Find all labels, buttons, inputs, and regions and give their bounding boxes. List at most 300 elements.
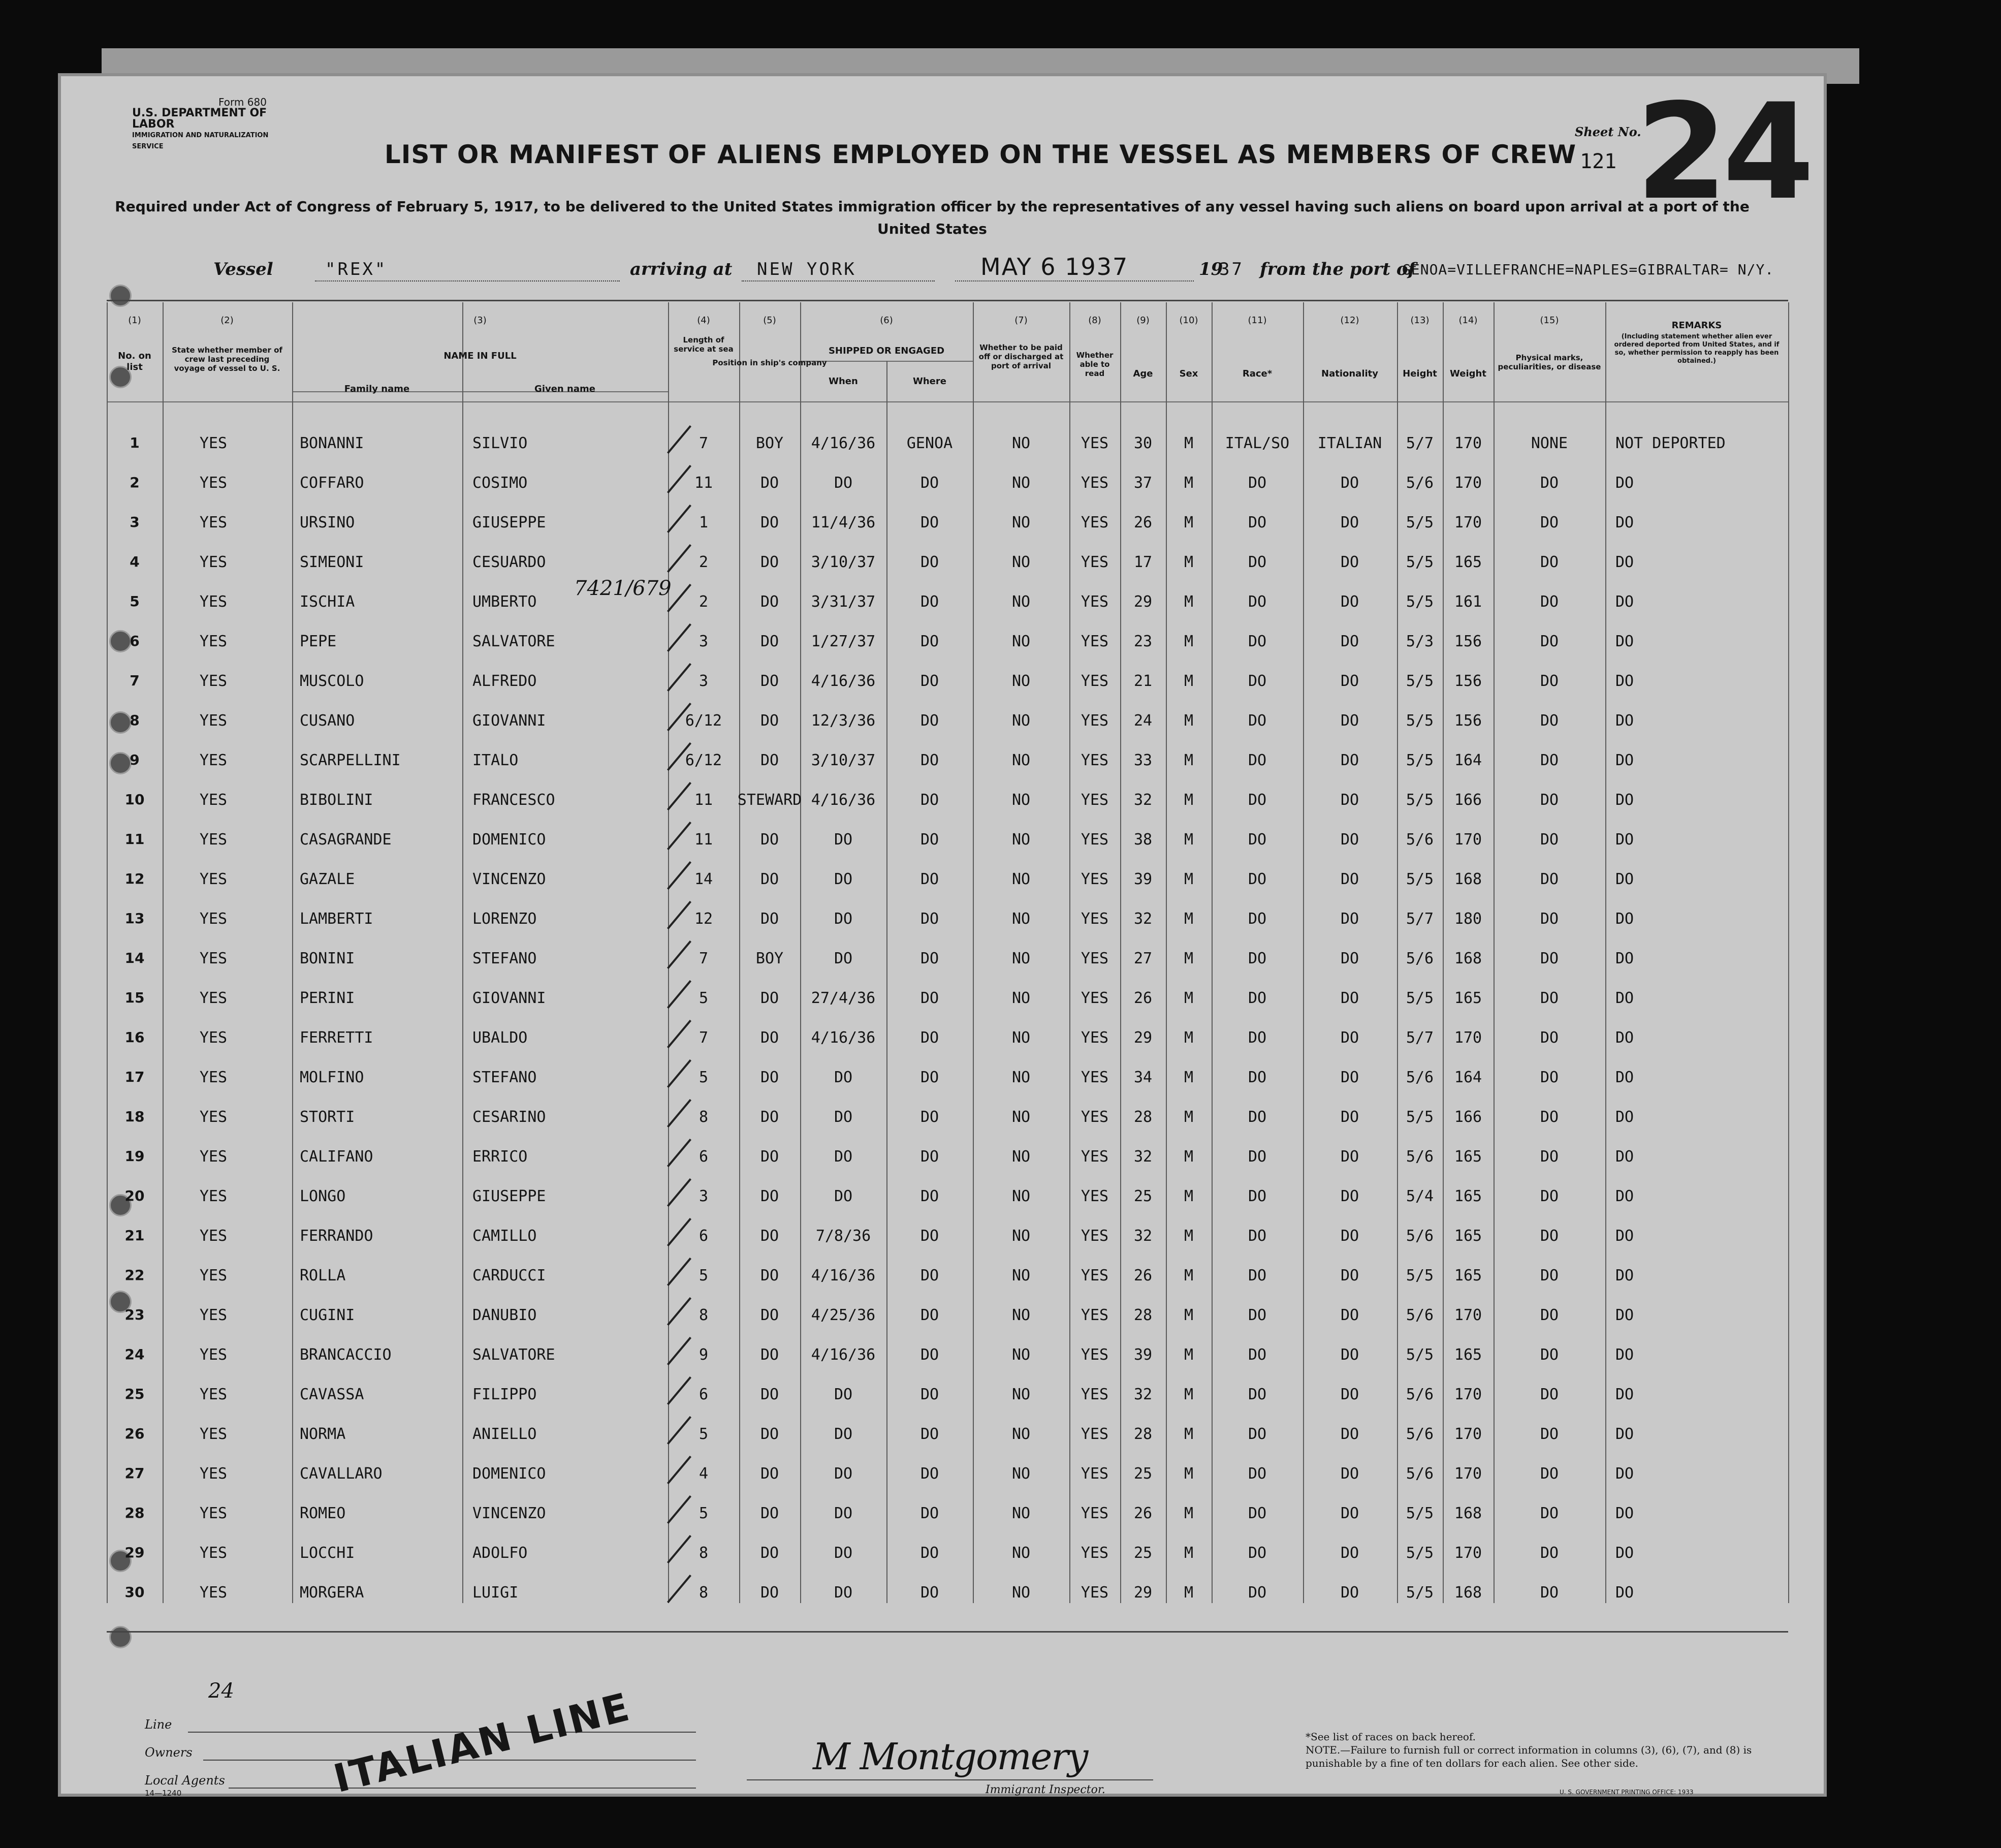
column-number: (4)	[697, 315, 710, 326]
cell-service: 5	[698, 1505, 709, 1522]
cell-read: YES	[1081, 1227, 1109, 1245]
cell-family: BONANNI	[300, 434, 364, 452]
cell-position: DO	[760, 1029, 779, 1047]
cell-remarks: DO	[1615, 1465, 1634, 1483]
cell-position: BOY	[755, 950, 784, 967]
cell-age: 39	[1133, 1346, 1153, 1364]
column-divider	[1397, 302, 1398, 1603]
column-divider	[739, 302, 740, 1603]
header-given-name: Given name	[534, 384, 595, 394]
cell-service: 5	[698, 989, 709, 1007]
cell-sex: M	[1184, 870, 1194, 888]
cell-race: DO	[1248, 1148, 1267, 1166]
cell-marks: DO	[1540, 712, 1559, 730]
header-sex: Sex	[1179, 368, 1198, 379]
header-age: Age	[1133, 368, 1153, 379]
cell-read: YES	[1081, 1108, 1109, 1126]
cell-no: 7	[130, 672, 140, 689]
cell-when: 7/8/36	[815, 1227, 871, 1245]
check-mark	[667, 1139, 691, 1167]
cell-nationality: DO	[1340, 514, 1359, 531]
cell-given: CESUARDO	[472, 553, 546, 571]
cell-paid: NO	[1011, 1425, 1031, 1443]
cell-given: SILVIO	[472, 434, 528, 452]
cell-when: 4/16/36	[811, 1267, 876, 1285]
cell-no: 8	[130, 712, 140, 729]
cell-family: CALIFANO	[300, 1148, 373, 1166]
cell-nationality: DO	[1340, 474, 1359, 492]
header-nationality: Nationality	[1321, 368, 1378, 379]
handwritten-tally: 24	[208, 1679, 234, 1703]
cell-race: DO	[1248, 1029, 1267, 1047]
cell-age: 37	[1133, 474, 1153, 492]
owners-label: Owners	[145, 1745, 193, 1760]
cell-family: STORTI	[300, 1108, 355, 1126]
cell-given: COSIMO	[472, 474, 528, 492]
cell-remarks: DO	[1615, 712, 1634, 730]
cell-family: ROMEO	[300, 1505, 346, 1522]
cell-height: 5/6	[1406, 474, 1434, 492]
year-prefix: 19	[1199, 259, 1223, 279]
column-divider	[973, 302, 974, 1603]
from-ports: GENOA=VILLEFRANCHE=NAPLES=GIBRALTAR= N/Y.	[1402, 261, 1774, 278]
column-divider	[292, 302, 293, 1603]
cell-marks: DO	[1540, 989, 1559, 1007]
cell-when: DO	[834, 474, 853, 492]
cell-paid: NO	[1011, 1346, 1031, 1364]
cell-sex: M	[1184, 1227, 1194, 1245]
cell-read: YES	[1081, 791, 1109, 809]
cell-paid: NO	[1011, 474, 1031, 492]
cell-nationality: DO	[1340, 712, 1359, 730]
cell-read: YES	[1081, 1267, 1109, 1285]
cell-where: DO	[920, 831, 939, 849]
cell-nationality: DO	[1340, 1425, 1359, 1443]
cell-given: FRANCESCO	[472, 791, 555, 809]
cell-sex: M	[1184, 910, 1194, 928]
year-suffix: 37	[1219, 259, 1244, 279]
cell-given: ADOLFO	[472, 1544, 528, 1562]
cell-remarks: DO	[1615, 1425, 1634, 1443]
cell-paid: NO	[1011, 910, 1031, 928]
cell-height: 5/6	[1406, 1306, 1434, 1324]
cell-crew: YES	[199, 593, 228, 611]
cell-weight: 156	[1454, 672, 1482, 690]
date-underline	[955, 280, 1194, 281]
vessel-label: Vessel	[213, 259, 273, 279]
check-mark	[667, 663, 691, 692]
cell-race: DO	[1248, 1187, 1267, 1205]
cell-remarks: DO	[1615, 1584, 1634, 1602]
cell-family: LONGO	[300, 1187, 346, 1205]
cell-family: PEPE	[300, 633, 337, 650]
cell-remarks: DO	[1615, 593, 1634, 611]
cell-height: 5/6	[1406, 1148, 1434, 1166]
cell-age: 24	[1133, 712, 1153, 730]
cell-crew: YES	[199, 553, 228, 571]
cell-race: DO	[1248, 1108, 1267, 1126]
check-mark	[667, 1337, 691, 1365]
check-mark	[667, 980, 691, 1009]
cell-read: YES	[1081, 434, 1109, 452]
cell-no: 21	[124, 1227, 145, 1244]
cell-given: GIUSEPPE	[472, 514, 546, 531]
cell-where: DO	[920, 1227, 939, 1245]
cell-remarks: DO	[1615, 1108, 1634, 1126]
header-member-of-crew: State whether member of crew last preceding voyage of vessel to U. S.	[172, 346, 282, 373]
cell-age: 32	[1133, 1227, 1153, 1245]
cell-nationality: DO	[1340, 950, 1359, 967]
column-divider	[163, 302, 164, 1603]
cell-age: 26	[1133, 1267, 1153, 1285]
cell-height: 5/6	[1406, 1227, 1434, 1245]
header-remarks-note: (Including statement whether alien ever ordered deported from United States, and if so, whether permission to reapply has been obtained.)	[1614, 333, 1780, 365]
cell-paid: NO	[1011, 950, 1031, 967]
cell-height: 5/6	[1406, 1069, 1434, 1086]
cell-remarks: DO	[1615, 751, 1634, 769]
cell-position: DO	[760, 1306, 779, 1324]
cell-race: DO	[1248, 1505, 1267, 1522]
cell-marks: DO	[1540, 751, 1559, 769]
cell-nationality: DO	[1340, 1267, 1359, 1285]
cell-remarks: DO	[1615, 553, 1634, 571]
cell-given: UBALDO	[472, 1029, 528, 1047]
cell-nationality: DO	[1340, 1346, 1359, 1364]
cell-no: 10	[124, 791, 145, 808]
cell-nationality: DO	[1340, 672, 1359, 690]
check-mark	[667, 1099, 691, 1127]
column-divider	[668, 302, 669, 1603]
cell-family: NORMA	[300, 1425, 346, 1443]
cell-paid: NO	[1011, 434, 1031, 452]
cell-height: 5/5	[1406, 514, 1434, 531]
check-mark	[667, 1416, 691, 1445]
cell-height: 5/5	[1406, 1544, 1434, 1562]
check-mark	[667, 623, 691, 652]
cell-read: YES	[1081, 1148, 1109, 1166]
cell-race: DO	[1248, 910, 1267, 928]
vessel-name: "REX"	[325, 259, 388, 279]
cell-crew: YES	[199, 831, 228, 849]
cell-height: 5/5	[1406, 1584, 1434, 1602]
header-where: Where	[913, 376, 946, 387]
cell-where: DO	[920, 514, 939, 531]
cell-read: YES	[1081, 672, 1109, 690]
cell-race: DO	[1248, 831, 1267, 849]
cell-sex: M	[1184, 1267, 1194, 1285]
cell-service: 6/12	[685, 712, 722, 730]
cell-read: YES	[1081, 1187, 1109, 1205]
cell-no: 23	[124, 1306, 145, 1323]
cell-when: 3/31/37	[811, 593, 876, 611]
cell-race: ITAL/SO	[1225, 434, 1290, 452]
check-mark	[667, 1495, 691, 1524]
cell-family: CAVASSA	[300, 1386, 364, 1403]
cell-remarks: DO	[1615, 989, 1634, 1007]
cell-remarks: DO	[1615, 1227, 1634, 1245]
check-mark	[667, 465, 691, 493]
cell-sex: M	[1184, 474, 1194, 492]
vessel-underline	[315, 280, 620, 281]
cell-race: DO	[1248, 1346, 1267, 1364]
cell-crew: YES	[199, 712, 228, 730]
cell-crew: YES	[199, 672, 228, 690]
check-mark	[667, 544, 691, 573]
cell-height: 5/5	[1406, 791, 1434, 809]
cell-marks: DO	[1540, 1148, 1559, 1166]
cell-weight: 165	[1454, 1227, 1482, 1245]
header-length-of-service: Length of service at sea	[674, 335, 734, 354]
cell-sex: M	[1184, 751, 1194, 769]
cell-read: YES	[1081, 910, 1109, 928]
cell-height: 5/5	[1406, 1346, 1434, 1364]
check-mark	[667, 1059, 691, 1088]
cell-sex: M	[1184, 593, 1194, 611]
cell-sex: M	[1184, 1425, 1194, 1443]
cell-when: 12/3/36	[811, 712, 876, 730]
cell-sex: M	[1184, 633, 1194, 650]
column-number: (11)	[1248, 315, 1267, 326]
cell-height: 5/5	[1406, 989, 1434, 1007]
cell-sex: M	[1184, 1148, 1194, 1166]
cell-sex: M	[1184, 712, 1194, 730]
cell-when: DO	[834, 1584, 853, 1602]
cell-race: DO	[1248, 593, 1267, 611]
cell-marks: DO	[1540, 910, 1559, 928]
cell-service: 5	[698, 1267, 709, 1285]
cell-nationality: DO	[1340, 989, 1359, 1007]
cell-given: ITALO	[472, 751, 519, 769]
cell-given: DANUBIO	[472, 1306, 537, 1324]
cell-paid: NO	[1011, 1148, 1031, 1166]
column-number: (10)	[1179, 315, 1198, 326]
cell-remarks: DO	[1615, 514, 1634, 531]
cell-read: YES	[1081, 1544, 1109, 1562]
cell-no: 18	[124, 1108, 145, 1125]
cell-remarks: DO	[1615, 831, 1634, 849]
cell-age: 26	[1133, 514, 1153, 531]
cell-crew: YES	[199, 1148, 228, 1166]
cell-race: DO	[1248, 1386, 1267, 1403]
cell-where: DO	[920, 1584, 939, 1602]
cell-given: LORENZO	[472, 910, 537, 928]
cell-when: 4/16/36	[811, 434, 876, 452]
cell-no: 15	[124, 989, 145, 1006]
cell-paid: NO	[1011, 989, 1031, 1007]
header-when: When	[829, 376, 858, 387]
cell-marks: DO	[1540, 870, 1559, 888]
cell-paid: NO	[1011, 633, 1031, 650]
cell-sex: M	[1184, 1069, 1194, 1086]
header-name-in-full: NAME IN FULL	[443, 351, 517, 361]
cell-sex: M	[1184, 1584, 1194, 1602]
cell-given: SALVATORE	[472, 633, 555, 650]
cell-where: DO	[920, 1267, 939, 1285]
cell-marks: DO	[1540, 633, 1559, 650]
cell-age: 33	[1133, 751, 1153, 769]
cell-paid: NO	[1011, 1227, 1031, 1245]
arriving-label: arriving at	[630, 259, 733, 279]
check-mark	[667, 941, 691, 969]
column-divider	[1212, 302, 1213, 1603]
cell-crew: YES	[199, 1227, 228, 1245]
service-name: IMMIGRATION AND NATURALIZATION SERVICE	[132, 132, 269, 150]
cell-crew: YES	[199, 751, 228, 769]
column-divider	[1788, 302, 1789, 1603]
cell-weight: 170	[1454, 1386, 1482, 1403]
cell-remarks: DO	[1615, 1187, 1634, 1205]
cell-where: DO	[920, 1029, 939, 1047]
cell-read: YES	[1081, 950, 1109, 967]
cell-marks: DO	[1540, 791, 1559, 809]
cell-service: 2	[698, 593, 709, 611]
cell-marks: DO	[1540, 1306, 1559, 1324]
cell-where: DO	[920, 1425, 939, 1443]
cell-given: VINCENZO	[472, 1505, 546, 1522]
cell-service: 3	[698, 1187, 709, 1205]
cell-marks: DO	[1540, 1069, 1559, 1086]
cell-no: 12	[124, 870, 145, 887]
cell-marks: DO	[1540, 1346, 1559, 1364]
cell-family: PERINI	[300, 989, 355, 1007]
cell-no: 4	[130, 553, 140, 570]
cell-no: 13	[124, 910, 145, 927]
cell-service: 5	[698, 1069, 709, 1086]
cell-age: 39	[1133, 870, 1153, 888]
cell-age: 27	[1133, 950, 1153, 967]
cell-height: 5/5	[1406, 870, 1434, 888]
cell-nationality: DO	[1340, 1148, 1359, 1166]
cell-family: SCARPELLINI	[300, 751, 401, 769]
cell-age: 32	[1133, 791, 1153, 809]
cell-weight: 170	[1454, 1306, 1482, 1324]
cell-service: 7	[698, 1029, 709, 1047]
cell-weight: 156	[1454, 712, 1482, 730]
cell-nationality: DO	[1340, 831, 1359, 849]
cell-remarks: DO	[1615, 633, 1634, 650]
penalty-note: NOTE.—Failure to furnish full or correct information in columns (3), (6), (7), and (8) is punishable by a fine of ten dollars for each alien. See other side.	[1306, 1744, 1752, 1769]
cell-crew: YES	[199, 1346, 228, 1364]
cell-family: FERRETTI	[300, 1029, 373, 1047]
cell-age: 25	[1133, 1465, 1153, 1483]
cell-given: STEFANO	[472, 1069, 537, 1086]
cell-given: ERRICO	[472, 1148, 528, 1166]
cell-read: YES	[1081, 514, 1109, 531]
cell-family: LOCCHI	[300, 1544, 355, 1562]
cell-no: 14	[124, 950, 145, 966]
cell-given: GIOVANNI	[472, 712, 546, 730]
cell-position: DO	[760, 1584, 779, 1602]
check-mark	[667, 1258, 691, 1286]
cell-weight: 165	[1454, 1267, 1482, 1285]
cell-age: 32	[1133, 910, 1153, 928]
cell-paid: NO	[1011, 791, 1031, 809]
cell-remarks: DO	[1615, 672, 1634, 690]
footnotes	[1306, 1730, 1763, 1770]
cell-crew: YES	[199, 791, 228, 809]
cell-race: DO	[1248, 474, 1267, 492]
cell-remarks: DO	[1615, 1267, 1634, 1285]
cell-remarks: DO	[1615, 950, 1634, 967]
cell-position: DO	[760, 1148, 779, 1166]
cell-family: CASAGRANDE	[300, 831, 392, 849]
cell-race: DO	[1248, 751, 1267, 769]
cell-family: FERRANDO	[300, 1227, 373, 1245]
cell-weight: 170	[1454, 474, 1482, 492]
check-mark	[667, 1218, 691, 1246]
cell-where: DO	[920, 1465, 939, 1483]
cell-given: ANIELLO	[472, 1425, 537, 1443]
cell-weight: 170	[1454, 831, 1482, 849]
cell-paid: NO	[1011, 593, 1031, 611]
column-divider	[886, 361, 887, 1603]
from-label: from the port of	[1260, 259, 1416, 279]
cell-given: ALFREDO	[472, 672, 537, 690]
header-weight: Weight	[1450, 368, 1486, 379]
cell-nationality: DO	[1340, 593, 1359, 611]
cell-service: 7	[698, 950, 709, 967]
cell-position: DO	[760, 593, 779, 611]
column-number: (2)	[220, 315, 234, 326]
cell-given: VINCENZO	[472, 870, 546, 888]
header-bottom-rule	[107, 401, 1788, 402]
cell-read: YES	[1081, 989, 1109, 1007]
cell-service: 14	[694, 870, 713, 888]
cell-height: 5/5	[1406, 1267, 1434, 1285]
cell-age: 29	[1133, 593, 1153, 611]
cell-nationality: ITALIAN	[1317, 434, 1382, 452]
cell-remarks: DO	[1615, 1029, 1634, 1047]
cell-where: DO	[920, 1386, 939, 1403]
cell-paid: NO	[1011, 1267, 1031, 1285]
cell-when: DO	[834, 1148, 853, 1166]
column-number: (6)	[880, 315, 893, 326]
cell-read: YES	[1081, 1069, 1109, 1086]
cell-crew: YES	[199, 989, 228, 1007]
cell-no: 26	[124, 1425, 145, 1442]
column-divider	[107, 302, 108, 1603]
cell-read: YES	[1081, 712, 1109, 730]
department-name: U.S. DEPARTMENT OF LABOR	[132, 107, 267, 131]
ledger-number: 14—1240	[145, 1789, 182, 1798]
cell-crew: YES	[199, 870, 228, 888]
cell-given: CESARINO	[472, 1108, 546, 1126]
cell-service: 3	[698, 633, 709, 650]
cell-position: DO	[760, 1425, 779, 1443]
cell-service: 11	[694, 831, 713, 849]
cell-marks: DO	[1540, 950, 1559, 967]
table-bottom-rule	[107, 1631, 1788, 1633]
cell-no: 16	[124, 1029, 145, 1046]
cell-weight: 170	[1454, 514, 1482, 531]
cell-height: 5/5	[1406, 672, 1434, 690]
cell-age: 28	[1133, 1306, 1153, 1324]
cell-race: DO	[1248, 1306, 1267, 1324]
cell-age: 25	[1133, 1187, 1153, 1205]
cell-where: DO	[920, 1505, 939, 1522]
check-mark	[667, 782, 691, 810]
cell-remarks: DO	[1615, 1306, 1634, 1324]
form-identifier	[132, 97, 295, 152]
cell-given: STEFANO	[472, 950, 537, 967]
cell-read: YES	[1081, 831, 1109, 849]
cell-age: 17	[1133, 553, 1153, 571]
check-mark	[667, 1020, 691, 1048]
cell-position: DO	[760, 1267, 779, 1285]
cell-crew: YES	[199, 1544, 228, 1562]
cell-when: DO	[834, 1505, 853, 1522]
cell-weight: 165	[1454, 1346, 1482, 1364]
